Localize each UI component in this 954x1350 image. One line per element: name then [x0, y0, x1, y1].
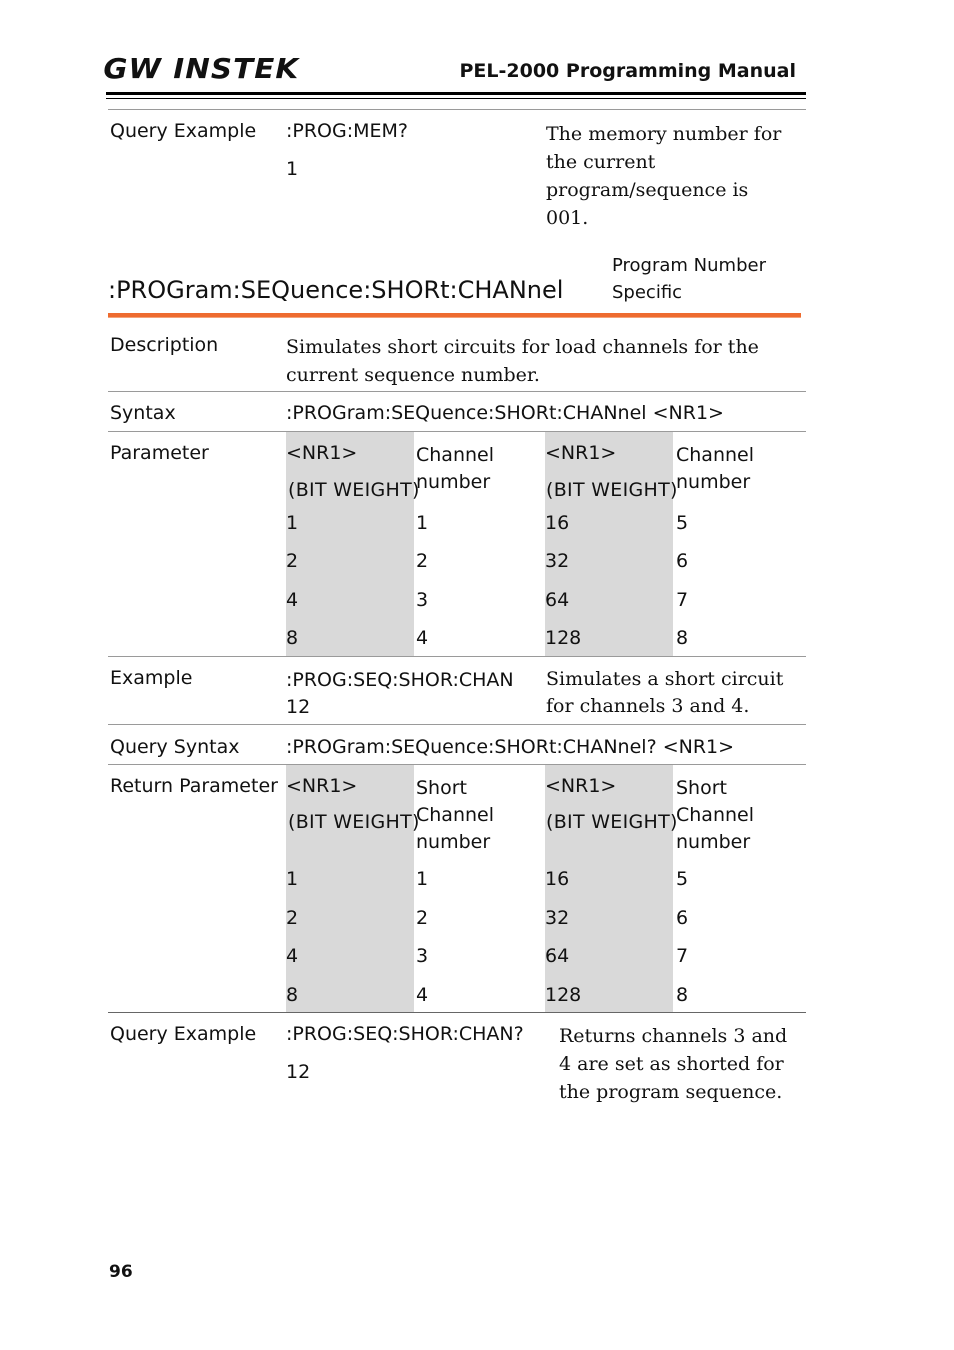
param-col2-head: [416, 442, 494, 496]
return-col2-head-line: Short: [416, 777, 467, 799]
divider: [108, 764, 806, 765]
manual-title: PEL-2000 Programming Manual: [459, 60, 796, 82]
return-cell: 3: [416, 945, 429, 967]
param-col1-head: <NR1>: [286, 442, 358, 464]
return-cell: 2: [416, 907, 429, 929]
description-label: Description: [110, 334, 219, 356]
return-cell: 4: [416, 984, 429, 1006]
query-syntax-label: Query Syntax: [110, 736, 240, 758]
program-specific-line: Program Number: [612, 255, 766, 276]
query-example-desc-line: the program sequence.: [559, 1081, 783, 1103]
return-cell: 4: [286, 945, 299, 967]
return-cell: 8: [676, 984, 689, 1006]
param-cell: 8: [676, 627, 689, 649]
prev-query-desc-line: the current: [546, 151, 656, 173]
prev-query-label: Query Example: [110, 120, 257, 142]
query-example-value: 12: [286, 1061, 311, 1083]
return-cell: 16: [545, 868, 570, 890]
return-parameter-label: Return Parameter: [110, 775, 278, 797]
divider: [108, 109, 806, 110]
prev-query-desc-line: 001.: [546, 207, 589, 229]
example-command: [286, 667, 514, 721]
return-cell: 8: [286, 984, 299, 1006]
syntax-label: Syntax: [110, 402, 176, 424]
example-desc-line: for channels 3 and 4.: [546, 695, 750, 717]
return-col1-sub: (BIT WEIGHT): [288, 811, 420, 833]
return-cell: 32: [545, 907, 570, 929]
divider: [108, 1012, 806, 1013]
brand-logo: GW INSTEK: [103, 52, 300, 85]
param-cell: 1: [416, 512, 429, 534]
return-cell: 7: [676, 945, 689, 967]
program-specific-line: Specific: [612, 282, 683, 303]
return-col2-head-line: number: [416, 831, 491, 853]
command-title-underline: [108, 313, 801, 317]
query-example-desc-line: Returns channels 3 and: [559, 1025, 788, 1047]
example-label: Example: [110, 667, 193, 689]
return-col4-head-line: Short: [676, 777, 727, 799]
query-example-desc-line: 4 are set as shorted for: [559, 1053, 784, 1075]
syntax-value: :PROGram:SEQuence:SHORt:CHANnel <NR1>: [286, 402, 724, 424]
description-line: current sequence number.: [286, 364, 540, 386]
program-specific-note: [612, 252, 766, 306]
param-col4-head: [676, 442, 754, 496]
param-cell: 64: [545, 589, 570, 611]
return-col4-head: [676, 775, 754, 856]
param-bitweight-column-shade: [286, 432, 414, 656]
query-example-command: :PROG:SEQ:SHOR:CHAN?: [286, 1023, 524, 1045]
param-col3-head: <NR1>: [545, 442, 617, 464]
return-col4-head-line: number: [676, 831, 751, 853]
description-text: [286, 333, 759, 389]
param-cell: 3: [416, 589, 429, 611]
prev-query-value: 1: [286, 158, 299, 180]
return-cell: 128: [545, 984, 582, 1006]
param-cell: 128: [545, 627, 582, 649]
return-cell: 64: [545, 945, 570, 967]
param-col4-head-line: Channel: [676, 444, 755, 466]
description-line: Simulates short circuits for load channels for the: [286, 336, 759, 358]
return-col4-head-line: Channel: [676, 804, 755, 826]
return-col2-head: [416, 775, 494, 856]
page-number: 96: [109, 1262, 133, 1282]
example-desc-line: Simulates a short circuit: [546, 668, 784, 690]
prev-query-command: :PROG:MEM?: [286, 120, 409, 142]
prev-query-desc-line: program/sequence is: [546, 179, 749, 201]
divider: [108, 656, 806, 657]
param-cell: 4: [286, 589, 299, 611]
header-rule-thick: [106, 92, 806, 95]
param-col1-sub: (BIT WEIGHT): [288, 479, 420, 501]
query-syntax-value: :PROGram:SEQuence:SHORt:CHANnel? <NR1>: [286, 736, 735, 758]
return-cell: 6: [676, 907, 689, 929]
divider: [108, 391, 806, 392]
return-cell: 2: [286, 907, 299, 929]
return-bitweight-column-shade: [286, 765, 414, 1012]
return-cell: 1: [286, 868, 299, 890]
return-col2-head-line: Channel: [416, 804, 495, 826]
param-cell: 16: [545, 512, 570, 534]
param-cell: 7: [676, 589, 689, 611]
param-col3-sub: (BIT WEIGHT): [546, 479, 678, 501]
header-rule-thin: [106, 98, 806, 99]
prev-query-description: [546, 120, 781, 232]
param-col2-head-line: Channel: [416, 444, 495, 466]
return-col3-head: <NR1>: [545, 775, 617, 797]
return-col1-head: <NR1>: [286, 775, 358, 797]
param-cell: 32: [545, 550, 570, 572]
example-command-line: :PROG:SEQ:SHOR:CHAN: [286, 669, 514, 691]
return-cell: 5: [676, 868, 689, 890]
param-cell: 8: [286, 627, 299, 649]
example-command-line: 12: [286, 696, 311, 718]
param-cell: 2: [416, 550, 429, 572]
example-description: [546, 666, 783, 720]
param-cell: 4: [416, 627, 429, 649]
parameter-label: Parameter: [110, 442, 209, 464]
param-cell: 1: [286, 512, 299, 534]
command-title: :PROGram:SEQuence:SHORt:CHANnel: [108, 276, 564, 304]
return-col3-sub: (BIT WEIGHT): [546, 811, 678, 833]
query-example-label: Query Example: [110, 1023, 257, 1045]
param-cell: 6: [676, 550, 689, 572]
param-bitweight-column-shade: [545, 432, 673, 656]
return-cell: 1: [416, 868, 429, 890]
divider: [108, 724, 806, 725]
param-cell: 2: [286, 550, 299, 572]
prev-query-desc-line: The memory number for: [546, 123, 782, 145]
query-example-description: [559, 1022, 787, 1106]
param-cell: 5: [676, 512, 689, 534]
param-col4-head-line: number: [676, 471, 751, 493]
divider: [108, 431, 806, 432]
param-col2-head-line: number: [416, 471, 491, 493]
